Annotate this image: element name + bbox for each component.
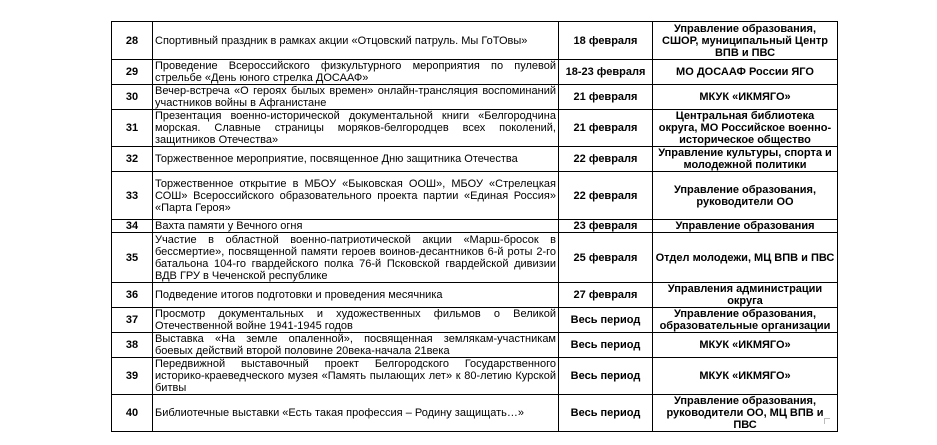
- row-number: 32: [112, 147, 153, 172]
- table-row: [112, 22, 838, 60]
- organizer-cell: МКУК «ИКМЯГО»: [653, 85, 838, 110]
- date-cell: Весь период: [559, 358, 653, 395]
- table-row: [112, 283, 838, 308]
- table-row: [112, 233, 838, 283]
- organizer-cell: Управление образования, образовательные организации: [653, 308, 838, 333]
- date-cell: 18 февраля: [559, 22, 653, 60]
- row-number: 35: [112, 233, 153, 283]
- row-number: 28: [112, 22, 153, 60]
- event-cell: Вечер-встреча «О героях былых времен» онлайн-трансляция воспоминаний участников войны в Афганистане: [153, 85, 559, 110]
- date-cell: 25 февраля: [559, 233, 653, 283]
- row-number: 31: [112, 110, 153, 147]
- date-cell: 22 февраля: [559, 172, 653, 220]
- date-cell: Весь период: [559, 395, 653, 432]
- organizer-cell: Управление образования, руководители ОО, МЦ ВПВ и ПВС: [653, 395, 838, 432]
- organizer-cell: Управление образования: [653, 220, 838, 233]
- organizer-cell: Управление образования, СШОР, муниципальный Центр ВПВ и ПВС: [653, 22, 838, 60]
- row-number: 30: [112, 85, 153, 110]
- date-cell: 22 февраля: [559, 147, 653, 172]
- event-cell: Проведение Всероссийского физкультурного мероприятия по пулевой стрельбе «День юного стрелка ДОСААФ»: [153, 60, 559, 85]
- table-row: [112, 85, 838, 110]
- table-row: [112, 308, 838, 333]
- event-cell: Торжественное мероприятие, посвященное Дню защитника Отечества: [153, 147, 559, 172]
- organizer-cell: МО ДОСААФ России ЯГО: [653, 60, 838, 85]
- event-cell: Просмотр документальных и художественных фильмов о Великой Отечественной войне 1941-1945 годов: [153, 308, 559, 333]
- row-number: 29: [112, 60, 153, 85]
- table-row: [112, 172, 838, 220]
- table-row: [112, 395, 838, 432]
- organizer-cell: Управление образования, руководители ОО: [653, 172, 838, 220]
- organizer-cell: Управление культуры, спорта и молодежной политики: [653, 147, 838, 172]
- event-cell: Спортивный праздник в рамках акции «Отцовский патруль. Мы ГоТОвы»: [153, 22, 559, 60]
- event-cell: Вахта памяти у Вечного огня: [153, 220, 559, 233]
- row-number: 33: [112, 172, 153, 220]
- table-row: [112, 60, 838, 85]
- event-cell: Передвижной выставочный проект Белгородского Государственного историко-краеведческого музея «Память пылающих лет» к 80-летию Курской битвы: [153, 358, 559, 395]
- organizer-cell: МКУК «ИКМЯГО»: [653, 358, 838, 395]
- row-number: 40: [112, 395, 153, 432]
- table-row: [112, 220, 838, 233]
- date-cell: Весь период: [559, 333, 653, 358]
- organizer-cell: Управления администрации округа: [653, 283, 838, 308]
- date-cell: 18-23 февраля: [559, 60, 653, 85]
- event-cell: Выставка «На земле опаленной», посвященная землякам-участникам боевых действий второй половине 20века-начала 21века: [153, 333, 559, 358]
- page-corner-mark: [824, 418, 830, 424]
- event-cell: Торжественное открытие в МБОУ «Быковская ООШ», МБОУ «Стрелецкая СОШ» Всероссийского образовательного проекта партии «Единая Россия» «Парта Героя»: [153, 172, 559, 220]
- event-cell: Библиотечные выставки «Есть такая профессия – Родину защищать…»: [153, 395, 559, 432]
- date-cell: Весь период: [559, 308, 653, 333]
- events-table: [111, 21, 838, 432]
- row-number: 34: [112, 220, 153, 233]
- row-number: 39: [112, 358, 153, 395]
- date-cell: 27 февраля: [559, 283, 653, 308]
- row-number: 36: [112, 283, 153, 308]
- table-row: [112, 147, 838, 172]
- date-cell: 23 февраля: [559, 220, 653, 233]
- organizer-cell: МКУК «ИКМЯГО»: [653, 333, 838, 358]
- row-number: 37: [112, 308, 153, 333]
- table-row: [112, 358, 838, 395]
- table-row: [112, 333, 838, 358]
- organizer-cell: Отдел молодежи, МЦ ВПВ и ПВС: [653, 233, 838, 283]
- table-row: [112, 110, 838, 147]
- organizer-cell: Центральная библиотека округа, МО Российское военно-историческое общество: [653, 110, 838, 147]
- event-cell: Участие в областной военно-патриотической акции «Марш-бросок в бессмертие», посвященной памяти героев воинов-десантников 6-й роты 2-го батальона 104-го гвардейского полка 76-й Псковской гвардейской дивизии ВДВ ГРУ в Чеченской республике: [153, 233, 559, 283]
- event-cell: Подведение итогов подготовки и проведения месячника: [153, 283, 559, 308]
- event-cell: Презентация военно-исторической документальной книги «Белгородчина морская. Славные страницы моряков-белгородцев всех поколений, защитников Отечества»: [153, 110, 559, 147]
- date-cell: 21 февраля: [559, 110, 653, 147]
- row-number: 38: [112, 333, 153, 358]
- date-cell: 21 февраля: [559, 85, 653, 110]
